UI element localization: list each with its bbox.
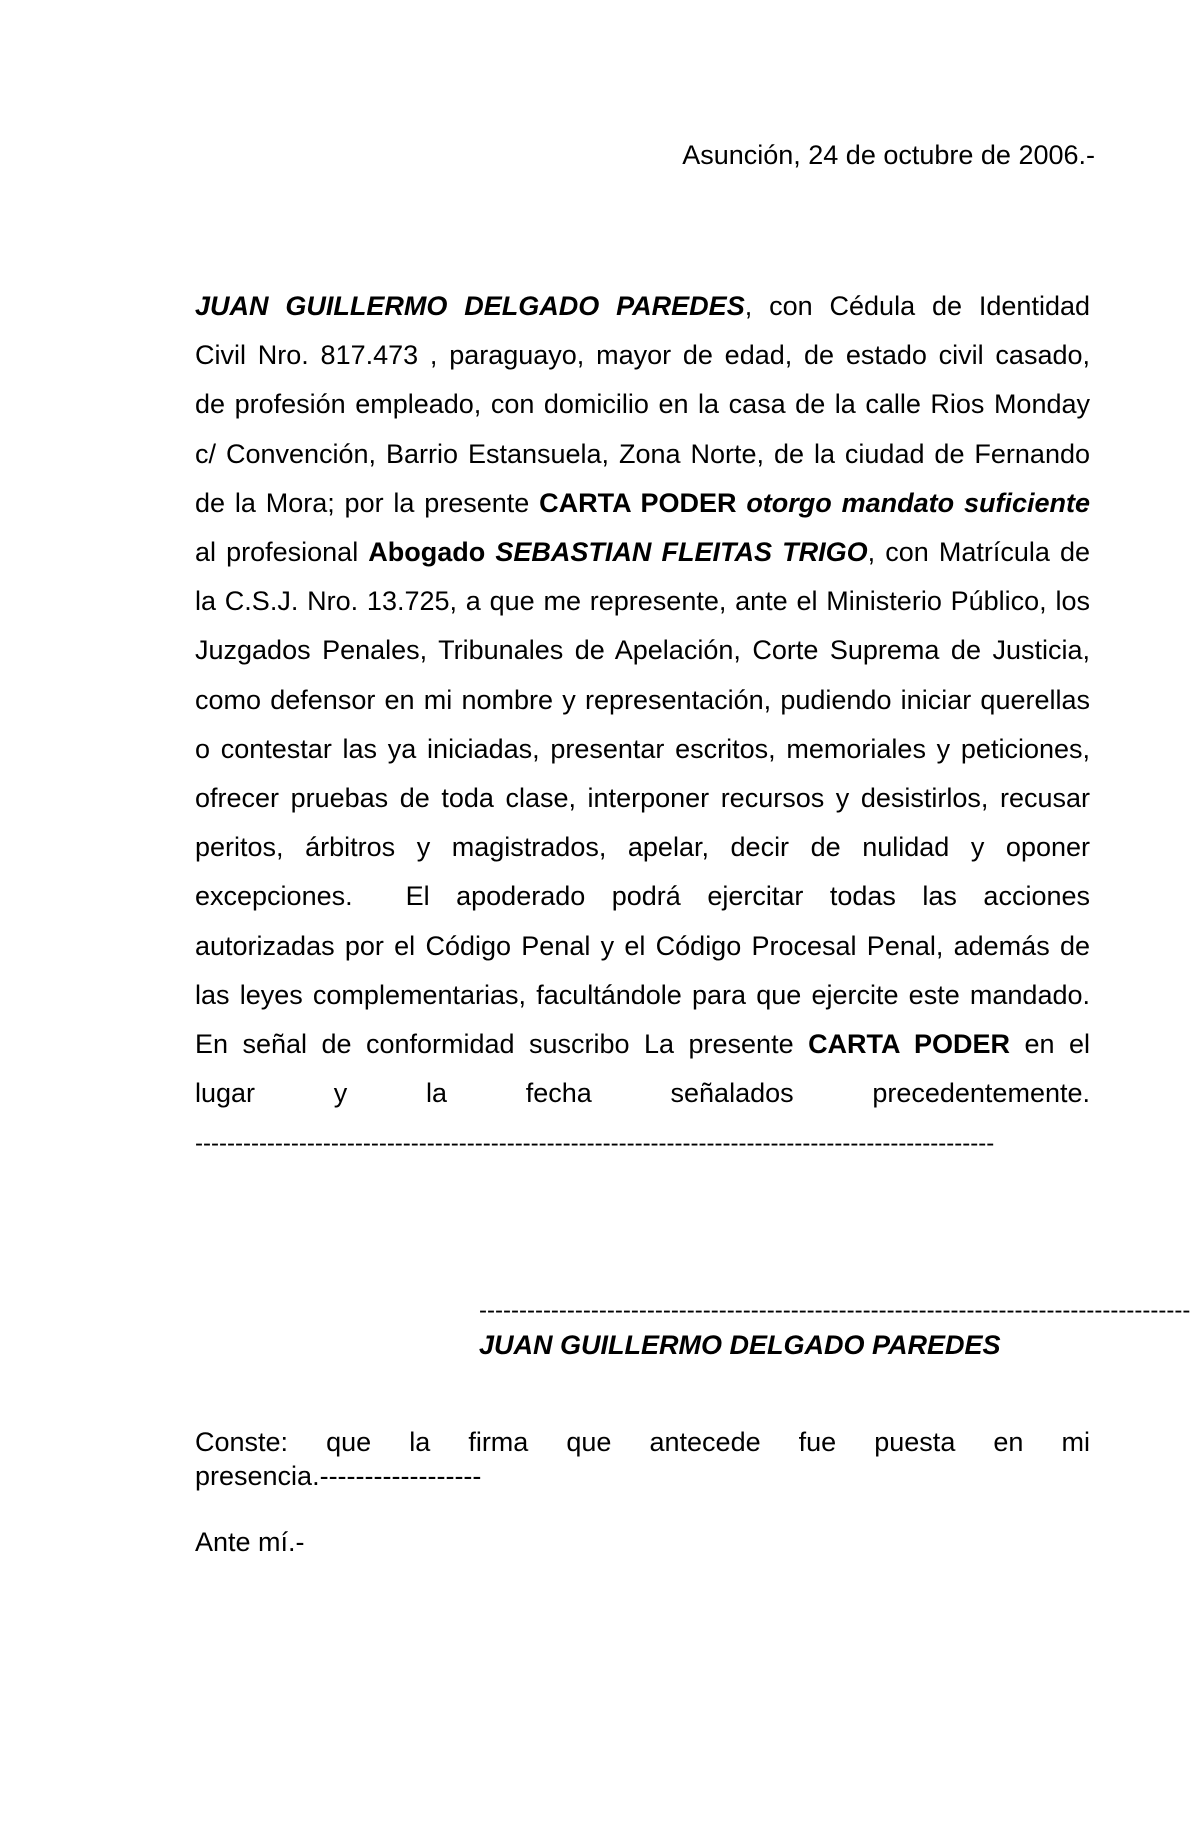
ante-mi: Ante mí.- — [195, 1527, 305, 1557]
body-line-5-pre: de la Mora; por la presente — [195, 487, 540, 518]
body-line-6-pre: al profesional — [195, 537, 369, 568]
body-line-10: o contestar las ya iniciadas, presentar escritos, memoriales y peticiones, — [195, 733, 1090, 764]
body-line-1-rest: , con Cédula de Identidad — [744, 291, 1090, 321]
otorgo-mandato: otorgo mandato suficiente — [746, 487, 1090, 518]
body-line-17: lugar y la fecha señalados precedentemente. — [195, 1078, 1090, 1109]
body-line-6-rest: , con Matrícula de — [867, 537, 1090, 568]
lawyer-name: SEBASTIAN FLEITAS TRIGO — [495, 537, 868, 568]
body-line-5 — [195, 479, 1090, 528]
grantor-name: JUAN GUILLERMO DELGADO PAREDES — [195, 291, 745, 321]
date-line: Asunción, 24 de octubre de 2006.- — [682, 140, 1095, 170]
body-line-15: las leyes complementarias, facultándole para que ejercite este mandado. — [195, 979, 1090, 1010]
body-line-14: autorizadas por el Código Penal y el Código Procesal Penal, además de — [195, 930, 1090, 961]
body-line-1 — [195, 282, 1090, 331]
conste-line-1: Conste: que la firma que antecede fue puesta en mi — [195, 1427, 1090, 1457]
separator-line: ---------------------------------------------------------------------------------------------------- — [195, 1130, 995, 1157]
carta-poder-label-2: CARTA PODER — [808, 1029, 1011, 1060]
body-line-11: ofrecer pruebas de toda clase, interponer recursos y desistirlos, recusar — [195, 783, 1090, 814]
body-line-8: Juzgados Penales, Tribunales de Apelación, Corte Suprema de Justicia, — [195, 635, 1090, 666]
carta-poder-label: CARTA PODER — [539, 487, 737, 518]
body-line-16-rest: en el — [1010, 1029, 1090, 1060]
body-line-9: como defensor en mi nombre y representación, pudiendo iniciar querellas — [195, 684, 1090, 715]
body-line-16 — [195, 1020, 1090, 1069]
body-line-4: c/ Convención, Barrio Estansuela, Zona Norte, de la ciudad de Fernando — [195, 438, 1090, 469]
body-line-13: excepciones. El apoderado podrá ejercitar todas las acciones — [195, 881, 1090, 912]
body-line-3: de profesión empleado, con domicilio en la casa de la calle Rios Monday — [195, 389, 1090, 420]
body-line-6 — [195, 528, 1090, 577]
body-line-12: peritos, árbitros y magistrados, apelar, decir de nulidad y oponer — [195, 832, 1090, 863]
body-paragraph — [195, 282, 1090, 1118]
signature-name: JUAN GUILLERMO DELGADO PAREDES — [479, 1330, 1001, 1360]
body-line-2: Civil Nro. 817.473 , paraguayo, mayor de edad, de estado civil casado, — [195, 340, 1090, 371]
conste-line-2: presencia.------------------ — [195, 1461, 482, 1491]
body-line-7: la C.S.J. Nro. 13.725, a que me represente, ante el Ministerio Público, los — [195, 586, 1090, 617]
conste-block — [195, 1425, 1090, 1493]
abogado-label: Abogado — [368, 537, 486, 568]
signature-line: ----------------------------------------------------------------------------------------- — [479, 1297, 1191, 1324]
body-line-16-pre: En señal de conformidad suscribo La presente — [195, 1029, 809, 1060]
